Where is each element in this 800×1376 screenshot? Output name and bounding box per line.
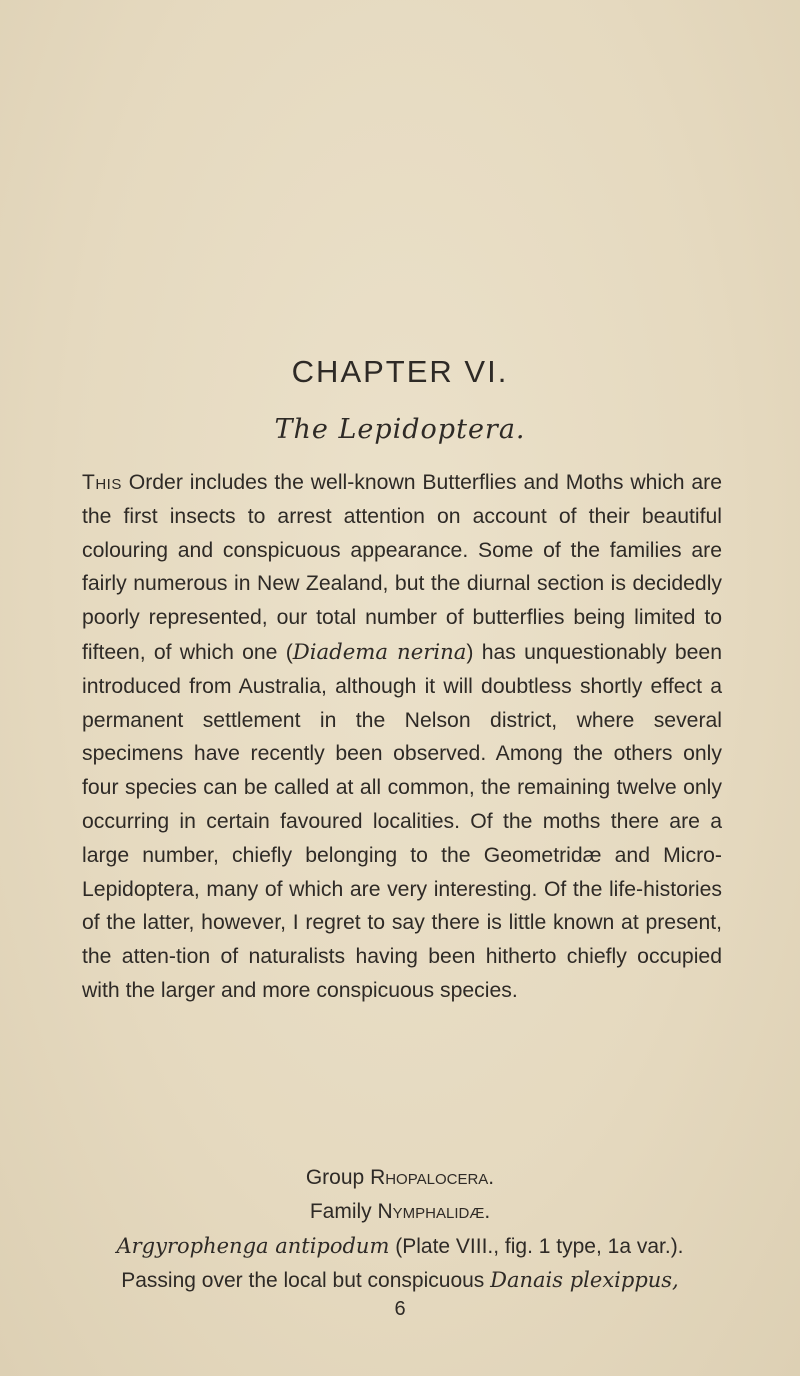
group-name: Rhopalocera. [370, 1166, 495, 1189]
paragraph-text-2: ) has unquestionably been introduced from Australia, although it will doubtless shortly effect a permanent settlement in the Nelson district, where several specimens have recently been observed. Among the others only four species can be called at all common, the remaining twelve only occurring in certain favoured localities. Of the moths there are a large number, chiefly belonging to the Geometridæ and Micro-Lepidoptera, many of which are very interesting. Of the life-histories of the latter, however, I regret to say there is little known at present, the atten-tion of naturalists having been hitherto chiefly occupied with the larger and more conspicuous species. [82, 640, 722, 1002]
body-paragraph [82, 466, 722, 1008]
page-number: 6 [394, 1298, 406, 1320]
family-name: Nymphalidæ. [377, 1200, 491, 1223]
group-line [0, 1166, 800, 1190]
paragraph-lead: This [82, 471, 122, 494]
family-line [0, 1200, 800, 1224]
group-label: Group [305, 1166, 365, 1189]
passing-line [0, 1268, 800, 1293]
family-label: Family [309, 1200, 372, 1223]
chapter-heading: CHAPTER VI. [291, 354, 509, 389]
passing-italic: Danais plexippus, [490, 1268, 679, 1292]
species-line [0, 1234, 800, 1259]
passing-text: Passing over the local but conspicuous [121, 1269, 485, 1292]
species-note: (Plate VIII., fig. 1 type, 1a var.). [395, 1235, 684, 1258]
chapter-subtitle: The Lepidoptera. [274, 414, 526, 445]
species-name: Argyrophenga antipodum [116, 1234, 390, 1258]
paragraph-text-1: Order includes the well-known Butterflies and Moths which are the first insects to arrest attention on account of their beautiful colouring and conspicuous appearance. Some of the families are fairly numerous in New Zealand, but the diurnal section is decidedly poorly represented, our total number of butterflies being limited to fifteen, of which one ( [82, 471, 722, 664]
paragraph-italic-species: Diadema nerina [292, 638, 467, 664]
